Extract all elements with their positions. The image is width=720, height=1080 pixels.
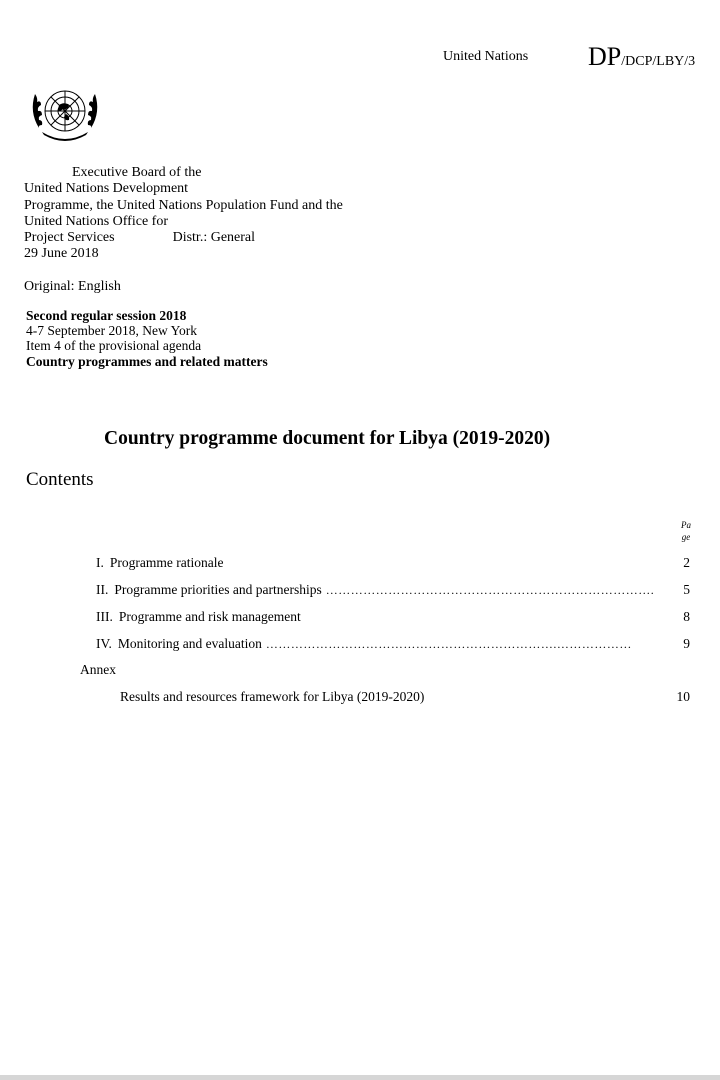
toc-label: Programme and risk management [118,609,301,624]
toc-number: II. [96,582,109,597]
toc-entry[interactable] [96,553,690,571]
toc-label: Programme priorities and partnerships [114,582,322,597]
board-line: United Nations Development [24,181,189,197]
board-line-text: Project Services [24,230,115,246]
board-line: Programme, the United Nations Population Fund and the [24,197,343,213]
session-name: Second regular session 2018 [26,308,187,323]
contents-heading: Contents [26,469,94,490]
annex-heading: Annex [80,662,116,677]
annex-page: 10 [676,689,690,704]
document-title: Country programme document for Libya (2019-2020) [104,428,551,449]
session-block [26,308,268,369]
board-line: Executive Board of the [72,165,202,180]
page-header-part: Pa [681,520,691,530]
un-emblem-icon [26,80,104,146]
symbol-prefix: DP [588,42,622,71]
page-column-header [676,519,696,543]
un-header-label: United Nations [443,49,529,64]
document-date: 29 June 2018 [24,246,99,262]
board-line: United Nations Office for [24,213,168,229]
page-header-part: ge [681,532,691,542]
toc-entry[interactable] [96,634,690,652]
toc-number: IV. [96,636,112,651]
board-line [24,230,343,246]
symbol-suffix: /DCP/LBY/3 [621,54,696,69]
toc-leader: ……………………………………………………………………. [325,583,655,597]
session-dates: 4-7 September 2018, New York [26,323,197,339]
toc-entry[interactable] [96,580,690,598]
toc-label: Monitoring and evaluation [117,636,262,651]
toc-leader: …………………………………………………………….……………… [265,637,632,651]
executive-board-block [24,165,343,263]
agenda-item: Item 4 of the provisional agenda [26,338,202,354]
annex-label: Results and resources framework for Libya (2019-2020) [120,689,425,704]
toc-number: I. [96,555,104,570]
toc-page: 8 [683,609,690,624]
page-bottom-edge [0,1075,720,1080]
toc-page: 2 [683,555,690,570]
toc-number: III. [96,609,113,624]
original-language: Original: English [24,279,121,294]
toc-page: 5 [683,582,690,597]
toc-page: 9 [683,636,690,651]
distribution-label: Distr.: General [172,230,256,246]
agenda-topic: Country programmes and related matters [26,353,268,369]
annex-entry[interactable] [120,689,690,705]
toc-label: Programme rationale [109,555,224,570]
toc-entry[interactable] [96,607,690,625]
document-symbol [588,42,695,72]
